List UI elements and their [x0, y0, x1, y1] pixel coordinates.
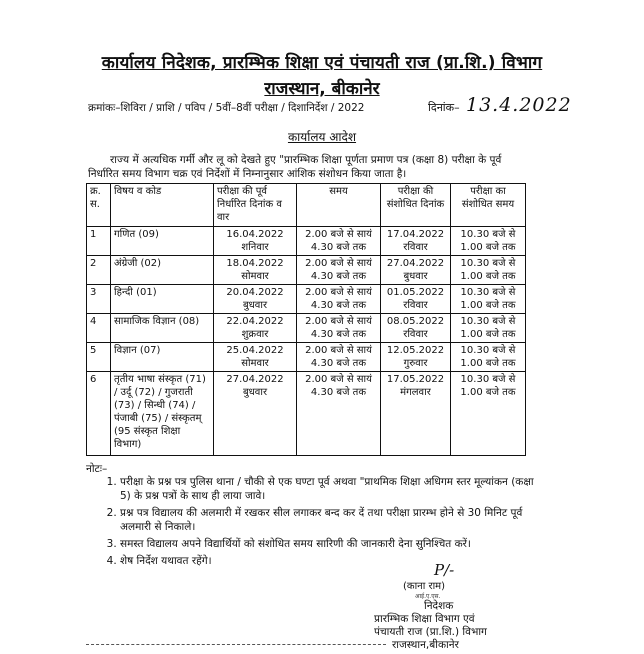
- signatory-line3: राजस्थान,बीकानेर: [392, 639, 459, 651]
- cell-new-time: 10.30 बजे से 1.00 बजे तक: [451, 227, 526, 256]
- cell-subject: अंग्रेजी (02): [111, 256, 214, 285]
- cell-time: 2.00 बजे से सायं 4.30 बजे तक: [297, 372, 381, 456]
- header-time: समय: [297, 184, 381, 227]
- cell-old-date: 25.04.2022 सोमवार: [214, 343, 297, 372]
- signatory-name: (काना राम): [403, 581, 446, 592]
- cell-sn: 3: [87, 285, 111, 314]
- cell-old-date: 16.04.2022 शनिवार: [214, 227, 297, 256]
- order-title: कार्यालय आदेश: [287, 130, 357, 144]
- note-item: 4. शेष निर्देश यथावत रहेंगे।: [120, 554, 540, 568]
- table-row: [87, 343, 526, 372]
- cell-new-time: 10.30 बजे से 1.00 बजे तक: [451, 285, 526, 314]
- table-row: [87, 314, 526, 343]
- cell-new-date: 08.05.2022 रविवार: [381, 314, 451, 343]
- footer-divider: [86, 644, 386, 645]
- cell-subject: गणित (09): [111, 227, 214, 256]
- cell-sn: 2: [87, 256, 111, 285]
- cell-time: 2.00 बजे से सायं 4.30 बजे तक: [297, 227, 381, 256]
- cell-new-date: 17.04.2022 रविवार: [381, 227, 451, 256]
- date-value: 13.4.2022: [466, 94, 572, 116]
- notes-heading: नोटः–: [86, 463, 108, 475]
- signatory-service: आई.ए.एस.: [415, 593, 441, 600]
- note-item: 2. प्रश्न पत्र विद्यालय की अलमारी में रखकर सील लगाकर बन्द कर दें तथा परीक्षा प्रारम्भ होने से 30 मिनिट पूर्व अलमारी से निकाले।: [120, 506, 540, 534]
- cell-subject: हिन्दी (01): [111, 285, 214, 314]
- signatory-line2: पंचायती राज (प्रा.शि.) विभाग: [374, 626, 487, 638]
- cell-sn: 4: [87, 314, 111, 343]
- note-item: 3. समस्त विद्यालय अपने विद्यार्थियों को संशोधित समय सारिणी की जानकारी देना सुनिश्चित करें।: [120, 537, 540, 551]
- cell-old-date: 27.04.2022 बुधवार: [214, 372, 297, 456]
- cell-sn: 6: [87, 372, 111, 456]
- office-title: कार्यालय निदेशक, प्रारम्भिक शिक्षा एवं पंचायती राज (प्रा.शि.) विभाग: [101, 53, 543, 73]
- signatory-line1: प्रारम्भिक शिक्षा विभाग एवं: [374, 613, 475, 625]
- date-label: दिनांक–: [428, 101, 460, 114]
- schedule-table: [86, 183, 526, 456]
- cell-new-time: 10.30 बजे से 1.00 बजे तक: [451, 343, 526, 372]
- header-new-time: परीक्षा का संशोधित समय: [451, 184, 526, 227]
- cell-new-date: 01.05.2022 रविवार: [381, 285, 451, 314]
- note-item: 1. परीक्षा के प्रश्न पत्र पुलिस थाना / चौकी से एक घण्टा पूर्व अथवा "प्राथमिक शिक्षा अधिगम स्तर मूल्यांकन (कक्षा 5) के प्रश्न पत्रों के साथ ही लाया जावे।: [120, 475, 540, 503]
- header-subject: विषय व कोड: [111, 184, 214, 227]
- cell-old-date: 18.04.2022 सोमवार: [214, 256, 297, 285]
- intro-paragraph: राज्य में अत्यधिक गर्मी और लू को देखते हुए "प्रारम्भिक शिक्षा पूर्णता प्रमाण पत्र (कक्षा 8) परीक्षा के पूर्व निर्धारित समय विभाग चक्र एवं निर्देशों में निम्नानुसार आंशिक संशोधन किया जाता है।: [88, 154, 502, 180]
- header-sn: क्र. स.: [87, 184, 111, 227]
- reference-number: क्रमांकः–शिविरा / प्राशि / पविप / 5वीं–8वीं परीक्षा / दिशानिर्देश / 2022: [88, 102, 365, 114]
- cell-new-date: 12.05.2022 गुरुवार: [381, 343, 451, 372]
- table-row: [87, 256, 526, 285]
- cell-subject: सामाजिक विज्ञान (08): [111, 314, 214, 343]
- table-row: [87, 227, 526, 256]
- cell-sn: 1: [87, 227, 111, 256]
- cell-new-date: 17.05.2022 मंगलवार: [381, 372, 451, 456]
- signature-mark: P/-: [434, 561, 455, 579]
- table-row: [87, 285, 526, 314]
- cell-time: 2.00 बजे से सायं 4.30 बजे तक: [297, 256, 381, 285]
- office-location: राजस्थान, बीकानेर: [264, 79, 380, 99]
- cell-new-time: 10.30 बजे से 1.00 बजे तक: [451, 372, 526, 456]
- signatory-block: [374, 600, 544, 652]
- header-old-date: परीक्षा की पूर्व निर्धारित दिनांक व वार: [214, 184, 297, 227]
- cell-subject: विज्ञान (07): [111, 343, 214, 372]
- cell-new-time: 10.30 बजे से 1.00 बजे तक: [451, 314, 526, 343]
- cell-time: 2.00 बजे से सायं 4.30 बजे तक: [297, 343, 381, 372]
- cell-time: 2.00 बजे से सायं 4.30 बजे तक: [297, 314, 381, 343]
- table-header-row: [87, 184, 526, 227]
- cell-old-date: 22.04.2022 शुक्रवार: [214, 314, 297, 343]
- cell-time: 2.00 बजे से सायं 4.30 बजे तक: [297, 285, 381, 314]
- cell-new-date: 27.04.2022 बुधवार: [381, 256, 451, 285]
- cell-new-time: 10.30 बजे से 1.00 बजे तक: [451, 256, 526, 285]
- table-row: [87, 372, 526, 456]
- signatory-designation: निदेशक: [424, 600, 454, 612]
- cell-sn: 5: [87, 343, 111, 372]
- cell-old-date: 20.04.2022 बुधवार: [214, 285, 297, 314]
- notes-list: [104, 475, 540, 571]
- cell-subject: तृतीय भाषा संस्कृत (71) / उर्दू (72) / गुजराती (73) / सिन्धी (74) / पंजाबी (75) / संस्कृतम् (95 संस्कृत शिक्षा विभाग): [111, 372, 214, 456]
- header-new-date: परीक्षा की संशोधित दिनांक: [381, 184, 451, 227]
